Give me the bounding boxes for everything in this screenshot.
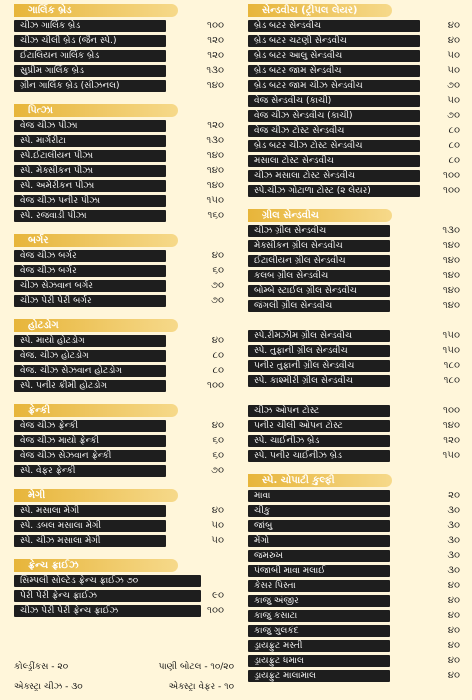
- menu-item-row: [248, 404, 464, 417]
- item-name: સ્પે. કાશ્મીરી ગ્રીલ સેન્ડવીચ: [248, 375, 390, 387]
- menu-item-row: [14, 194, 228, 207]
- item-price: ૧૨૦: [207, 35, 224, 46]
- footer-row-1: [14, 662, 234, 672]
- item-price: ૩૦: [447, 550, 460, 561]
- menu-item-row: [248, 609, 464, 622]
- menu-item-row: [14, 134, 228, 147]
- item-name: વેજ ચીઝ ફ્રેન્કી: [14, 420, 166, 432]
- item-price: ૭૦: [447, 80, 460, 91]
- item-name: કાજુ કસાટા: [248, 610, 390, 622]
- menu-item-row: [248, 154, 464, 167]
- item-price: ૪૦: [447, 595, 460, 606]
- item-name: કાજુ અંજીર: [248, 595, 390, 607]
- item-name: વેજ ચીઝ બર્ગર: [14, 265, 166, 277]
- section-header: મેગી: [14, 489, 178, 502]
- menu-section: [14, 404, 228, 477]
- item-name: ચીઝ પેરી પેરી બર્ગર: [14, 295, 166, 307]
- menu-section: [14, 234, 228, 307]
- item-name: બોમ્બે સ્ટાઈલ ગ્રીલ સેન્ડવીચ: [248, 285, 390, 297]
- item-name: સ્પે. રજવાડી પીઝા: [14, 210, 166, 222]
- item-price: ૪૦: [447, 655, 460, 666]
- item-name: ચીઝ ઓપન ટોસ્ટ: [248, 405, 390, 417]
- item-price: ૧૫૦: [442, 450, 460, 461]
- item-price: ૮૦: [212, 365, 224, 376]
- menu-section: [14, 559, 228, 617]
- item-name: ચીઝ ગ્રીલ સેન્ડવીચ: [248, 225, 390, 237]
- menu-section: [14, 319, 228, 392]
- menu-item-row: [248, 344, 464, 357]
- item-price: ૩૦: [447, 520, 460, 531]
- item-name: ચીઝ સેઝવાન બર્ગર: [14, 280, 166, 292]
- menu-item-row: [248, 489, 464, 502]
- item-name: ઈટાલીયન ગ્રીલ સેન્ડવીચ: [248, 255, 390, 267]
- right-column: [248, 4, 464, 694]
- item-price: ૧૦૦: [443, 405, 460, 416]
- item-name: બ્રેડ બટર ચટણી સેન્ડવીચ: [248, 35, 420, 47]
- item-name: બ્રેડ બટર જામ ચીઝ સેન્ડવીચ: [248, 80, 420, 92]
- item-price: ૧૦૦: [207, 605, 224, 616]
- menu-item-row: [248, 224, 464, 237]
- item-name: સ્પે.રીમઝીમ ગ્રીલ સેન્ડવીચ: [248, 330, 390, 342]
- item-price: ૭૦: [211, 465, 224, 476]
- menu-item-row: [248, 254, 464, 267]
- item-price: ૧૮૦: [443, 375, 460, 386]
- menu-item-row: [14, 604, 228, 617]
- item-name: બ્રેડ બટર ચીઝ ટોસ્ટ સેન્ડવીચ: [248, 140, 420, 152]
- item-name: સ્પે. ડબલ મસાલા મેગી: [14, 520, 166, 532]
- item-price: ૮૦: [448, 155, 460, 166]
- item-name: ચીઝ પેરી પેરી ફ્રેન્ચ ફ્રાઈઝ: [14, 605, 201, 617]
- menu-item-row: [14, 79, 228, 92]
- item-price: ૧૦૦: [207, 380, 224, 391]
- item-name: સ્પે. વેફર ફ્રેન્કી: [14, 465, 166, 477]
- item-price: ૪૦: [447, 580, 460, 591]
- item-price: ૩૦: [447, 565, 460, 576]
- menu-item-row: [14, 349, 228, 362]
- menu-section: [248, 474, 464, 682]
- menu-item-row: [14, 64, 228, 77]
- item-name: માવા: [248, 490, 390, 502]
- item-price: ૧૪૦: [442, 255, 460, 266]
- item-price: ૧૪૦: [206, 165, 224, 176]
- menu-item-row: [248, 654, 464, 667]
- item-price: ૧૪૦: [206, 180, 224, 191]
- item-price: ૪૦: [211, 335, 224, 346]
- item-price: ૮૦: [448, 125, 460, 136]
- item-name: સ્પે.ઈટાલીયન પીઝા: [14, 150, 166, 162]
- menu-item-row: [248, 49, 464, 62]
- item-name: કલબ ગ્રીલ સેન્ડવીચ: [248, 270, 390, 282]
- menu-item-row: [248, 374, 464, 387]
- menu-item-row: [248, 299, 464, 312]
- menu-section: [248, 4, 464, 197]
- item-price: ૬૦: [212, 450, 224, 461]
- item-price: ૬૦: [212, 435, 224, 446]
- item-name: પેરી પેરી ફ્રેન્ચ ફ્રાઈઝ: [14, 590, 201, 602]
- section-header: ફ્રેન્કી: [14, 404, 178, 417]
- menu-item-row: [248, 109, 464, 122]
- menu-item-row: [14, 364, 228, 377]
- menu-section: [14, 4, 228, 92]
- menu-item-row: [14, 49, 228, 62]
- item-name: સ્પે. મસાલા મેગી: [14, 505, 166, 517]
- menu-item-row: [248, 639, 464, 652]
- item-name: વેજ ચીઝ માયો ફ્રેન્કી: [14, 435, 166, 447]
- item-price: ૪૦: [447, 625, 460, 636]
- menu-item-row: [248, 269, 464, 282]
- item-price: ૭૦: [211, 295, 224, 306]
- item-name: વેજ ચીઝ સેઝવાન ફ્રેન્કી: [14, 450, 166, 462]
- item-name: વેજ. ચીઝ હોટડોગ: [14, 350, 166, 362]
- menu-item-row: [248, 19, 464, 32]
- item-price: ૧૮૦: [443, 360, 460, 371]
- item-price: ૧૪૦: [442, 240, 460, 251]
- item-name: ચીઝ ચીલી બ્રેડ (જૈન સ્પે.): [14, 35, 166, 47]
- item-name: વેજ ચીઝ સેન્ડવીચ (કાચી): [248, 110, 420, 122]
- item-name: ચીઝ મસાલા ટોસ્ટ સેન્ડવીચ: [248, 170, 420, 182]
- item-name: સ્પે. ચીઝ મસાલા મેગી: [14, 535, 166, 547]
- footer-row-2: [14, 682, 234, 692]
- item-name: ડ્રાયફ્રુટ માલામાલ: [248, 670, 390, 682]
- water-bottle-note: પાણી બોટલ - ૧૦/૨૦: [158, 662, 234, 672]
- menu-item-row: [14, 419, 228, 432]
- item-name: કેસર પિસ્તા: [248, 580, 390, 592]
- menu-item-row: [14, 34, 228, 47]
- item-price: ૪૦: [447, 35, 460, 46]
- item-name: મેક્સીકન ગ્રીલ સેન્ડવીચ: [248, 240, 390, 252]
- section-header: બર્ગર: [14, 234, 178, 247]
- item-price: ૫૦: [211, 520, 224, 531]
- item-price: ૧૨૦: [207, 50, 224, 61]
- item-name: મસાલા ટોસ્ટ સેન્ડવીચ: [248, 155, 420, 167]
- menu-item-row: [14, 164, 228, 177]
- menu-item-row: [14, 179, 228, 192]
- item-price: ૧૩૦: [442, 225, 460, 236]
- menu-item-row: [14, 534, 228, 547]
- item-price: ૧૪૦: [442, 300, 460, 311]
- menu-item-row: [14, 294, 228, 307]
- menu-item-row: [248, 669, 464, 682]
- item-name: વેજ ચીઝ પનીર પીઝા: [14, 195, 166, 207]
- section-header: પિત્ઝા: [14, 104, 178, 117]
- item-price: ૧૩૦: [206, 135, 224, 146]
- menu-item-row: [248, 79, 464, 92]
- item-name: ચીઝ ગાર્લિક બ્રેડ: [14, 20, 166, 32]
- item-price: ૮૦: [448, 140, 460, 151]
- item-price: ૧૪૦: [442, 270, 460, 281]
- item-price: ૩૦: [447, 505, 460, 516]
- section-header: ગાર્લિક બ્રેડ: [14, 4, 178, 17]
- section-header: સ્પે. ચોપાટી કુલ્ફી: [248, 474, 392, 487]
- item-price: ૭૦: [447, 110, 460, 121]
- item-name: વેજ સેન્ડવીચ (કાચી): [248, 95, 420, 107]
- menu-item-row: [14, 449, 228, 462]
- menu-item-row: [248, 34, 464, 47]
- menu-item-row: [14, 264, 228, 277]
- item-name: પનીર તુફાની ગ્રીલ સેન્ડવીચ: [248, 360, 390, 372]
- item-name: સ્પે.ચીઝ ગોટાળા ટોસ્ટ (૨ લેયર): [248, 185, 420, 197]
- menu-item-row: [248, 314, 464, 327]
- item-price: ૨૦: [448, 490, 460, 501]
- menu-item-row: [14, 574, 228, 587]
- menu-item-row: [14, 434, 228, 447]
- menu-item-row: [248, 124, 464, 137]
- item-price: ૧૪૦: [206, 150, 224, 161]
- item-name: ડ્રાયફ્રુટ ધમાલ: [248, 655, 390, 667]
- item-price: ૧૬૦: [207, 210, 224, 221]
- item-name: ડ્રાયફ્રુટ મસ્તી: [248, 640, 390, 652]
- menu-item-row: [248, 579, 464, 592]
- item-price: ૮૦: [212, 350, 224, 361]
- menu-item-row: [248, 624, 464, 637]
- item-price: ૧૩૦: [206, 65, 224, 76]
- item-price: ૫૦: [211, 535, 224, 546]
- left-column: [14, 4, 228, 629]
- section-header: સેન્ડવીચ (ટ્રીપલ લેયર): [248, 4, 392, 17]
- item-price: ૧૨૦: [207, 120, 224, 131]
- item-name: પનીર ચીલી ઓપન ટોસ્ટ: [248, 420, 390, 432]
- item-name: વેજ ચીઝ ટોસ્ટ સેન્ડવીચ: [248, 125, 420, 137]
- item-name: બ્રેડ બટર આલુ સેન્ડવીચ: [248, 50, 420, 62]
- menu-item-row: [248, 504, 464, 517]
- item-price: ૪૦: [211, 505, 224, 516]
- item-price: ૪૦: [447, 640, 460, 651]
- item-name: વેજ. ચીઝ સેઝવાન હોટડોગ: [14, 365, 166, 377]
- colddrinks-note: કોલ્ડ્રીંકસ - ૨૦: [14, 662, 69, 672]
- item-name: વેજ ચીઝ પીઝા: [14, 120, 166, 132]
- item-name: સિમ્પલી સોલ્ટેડ ફ્રેન્ચ ફ્રાઈઝ ૭૦: [14, 575, 201, 587]
- item-price: ૪૦: [447, 670, 460, 681]
- item-name: બ્રેડ બટર સેન્ડવીચ: [248, 20, 420, 32]
- item-name: સ્પે. તુફાની ગ્રીલ સેન્ડવીચ: [248, 345, 390, 357]
- item-price: ૧૪૦: [206, 80, 224, 91]
- menu-item-row: [248, 449, 464, 462]
- menu-item-row: [248, 419, 464, 432]
- item-price: ૪૦: [447, 610, 460, 621]
- menu-item-row: [14, 589, 228, 602]
- menu-section: [248, 209, 464, 462]
- item-price: ૫૦: [447, 95, 460, 106]
- menu-item-row: [248, 519, 464, 532]
- menu-item-row: [248, 549, 464, 562]
- item-name: જાંબુ: [248, 520, 390, 532]
- item-price: ૧૪૦: [442, 285, 460, 296]
- menu-item-row: [248, 534, 464, 547]
- menu-item-row: [14, 119, 228, 132]
- item-price: ૭૦: [211, 280, 224, 291]
- item-price: ૧૫૦: [206, 195, 224, 206]
- menu-item-row: [248, 64, 464, 77]
- menu-item-row: [248, 389, 464, 402]
- menu-item-row: [248, 284, 464, 297]
- item-price: ૪૦: [211, 420, 224, 431]
- extra-cheese-note: એક્સ્ટ્રા ચીઝ - ૩૦: [14, 682, 83, 692]
- item-name: સ્પે. ચાઈનીઝ બ્રેડ: [248, 435, 390, 447]
- section-header: ફ્રેન્ચ ફ્રાઈઝ: [14, 559, 178, 572]
- menu-item-row: [14, 504, 228, 517]
- menu-item-row: [248, 329, 464, 342]
- extra-wafer-note: એક્સ્ટ્રા વેફર - ૧૦: [168, 682, 234, 692]
- item-price: ૧૪૦: [442, 420, 460, 431]
- item-name: જમરુખ: [248, 550, 390, 562]
- item-price: ૧૫૦: [442, 345, 460, 356]
- item-price: ૧૦૦: [207, 20, 224, 31]
- item-price: ૩૦: [447, 535, 460, 546]
- menu-item-row: [14, 519, 228, 532]
- menu-item-row: [14, 149, 228, 162]
- item-name: ગ્રીન ગાર્લિક બ્રેડ (સીઝનલ): [14, 80, 166, 92]
- menu-item-row: [248, 359, 464, 372]
- menu-item-row: [14, 379, 228, 392]
- item-name: સુપ્રીમ ગાર્લિક બ્રેડ: [14, 65, 166, 77]
- item-name: સ્પે. મેક્સીકન પીઝા: [14, 165, 166, 177]
- menu-item-row: [248, 169, 464, 182]
- item-name: સ્પે. માર્ગરીટા: [14, 135, 166, 147]
- menu-item-row: [248, 434, 464, 447]
- item-price: ૫૦: [447, 65, 460, 76]
- section-header: ગ્રીલ સેન્ડવીચ: [248, 209, 392, 222]
- item-name: કાજુ ગુલકંદ: [248, 625, 390, 637]
- item-name: ઈટાલિયન ગાર્લિક બ્રેડ: [14, 50, 166, 62]
- menu-item-row: [14, 19, 228, 32]
- item-name: ચીકુ: [248, 505, 390, 517]
- menu-item-row: [14, 464, 228, 477]
- item-price: ૯૦: [212, 590, 224, 601]
- menu-item-row: [248, 184, 464, 197]
- item-name: સ્પે. માયો હોટડોગ: [14, 335, 166, 347]
- item-name: જંગલી ગ્રીલ સેન્ડવીચ: [248, 300, 390, 312]
- item-name: મેંગો: [248, 535, 390, 547]
- menu-item-row: [14, 334, 228, 347]
- menu-item-row: [248, 594, 464, 607]
- menu-item-row: [248, 239, 464, 252]
- item-price: ૬૦: [212, 265, 224, 276]
- item-name: સ્પે. પનીર ક્રીમી હોટડોગ: [14, 380, 166, 392]
- menu-item-row: [248, 564, 464, 577]
- item-price: ૧૫૦: [442, 330, 460, 341]
- menu-item-row: [14, 279, 228, 292]
- menu-item-row: [14, 249, 228, 262]
- menu-item-row: [14, 209, 228, 222]
- menu-section: [14, 104, 228, 222]
- item-name: પંજાબી માવા મલાઈ: [248, 565, 390, 577]
- item-price: ૪૦: [211, 250, 224, 261]
- item-name: સ્પે. પનીર ચાઈનીઝ બ્રેડ: [248, 450, 390, 462]
- item-price: ૧૨૦: [443, 435, 460, 446]
- menu-item-row: [248, 139, 464, 152]
- item-name: વેજ ચીઝ બર્ગર: [14, 250, 166, 262]
- item-name: બ્રેડ બટર જામ સેન્ડવીચ: [248, 65, 420, 77]
- item-price: ૧૦૦: [443, 185, 460, 196]
- item-price: ૪૦: [447, 20, 460, 31]
- item-price: ૧૦૦: [443, 170, 460, 181]
- menu-item-row: [248, 94, 464, 107]
- menu-section: [14, 489, 228, 547]
- section-header: હોટડોગ: [14, 319, 178, 332]
- item-price: ૫૦: [447, 50, 460, 61]
- item-name: સ્પે. અમેરીકન પીઝા: [14, 180, 166, 192]
